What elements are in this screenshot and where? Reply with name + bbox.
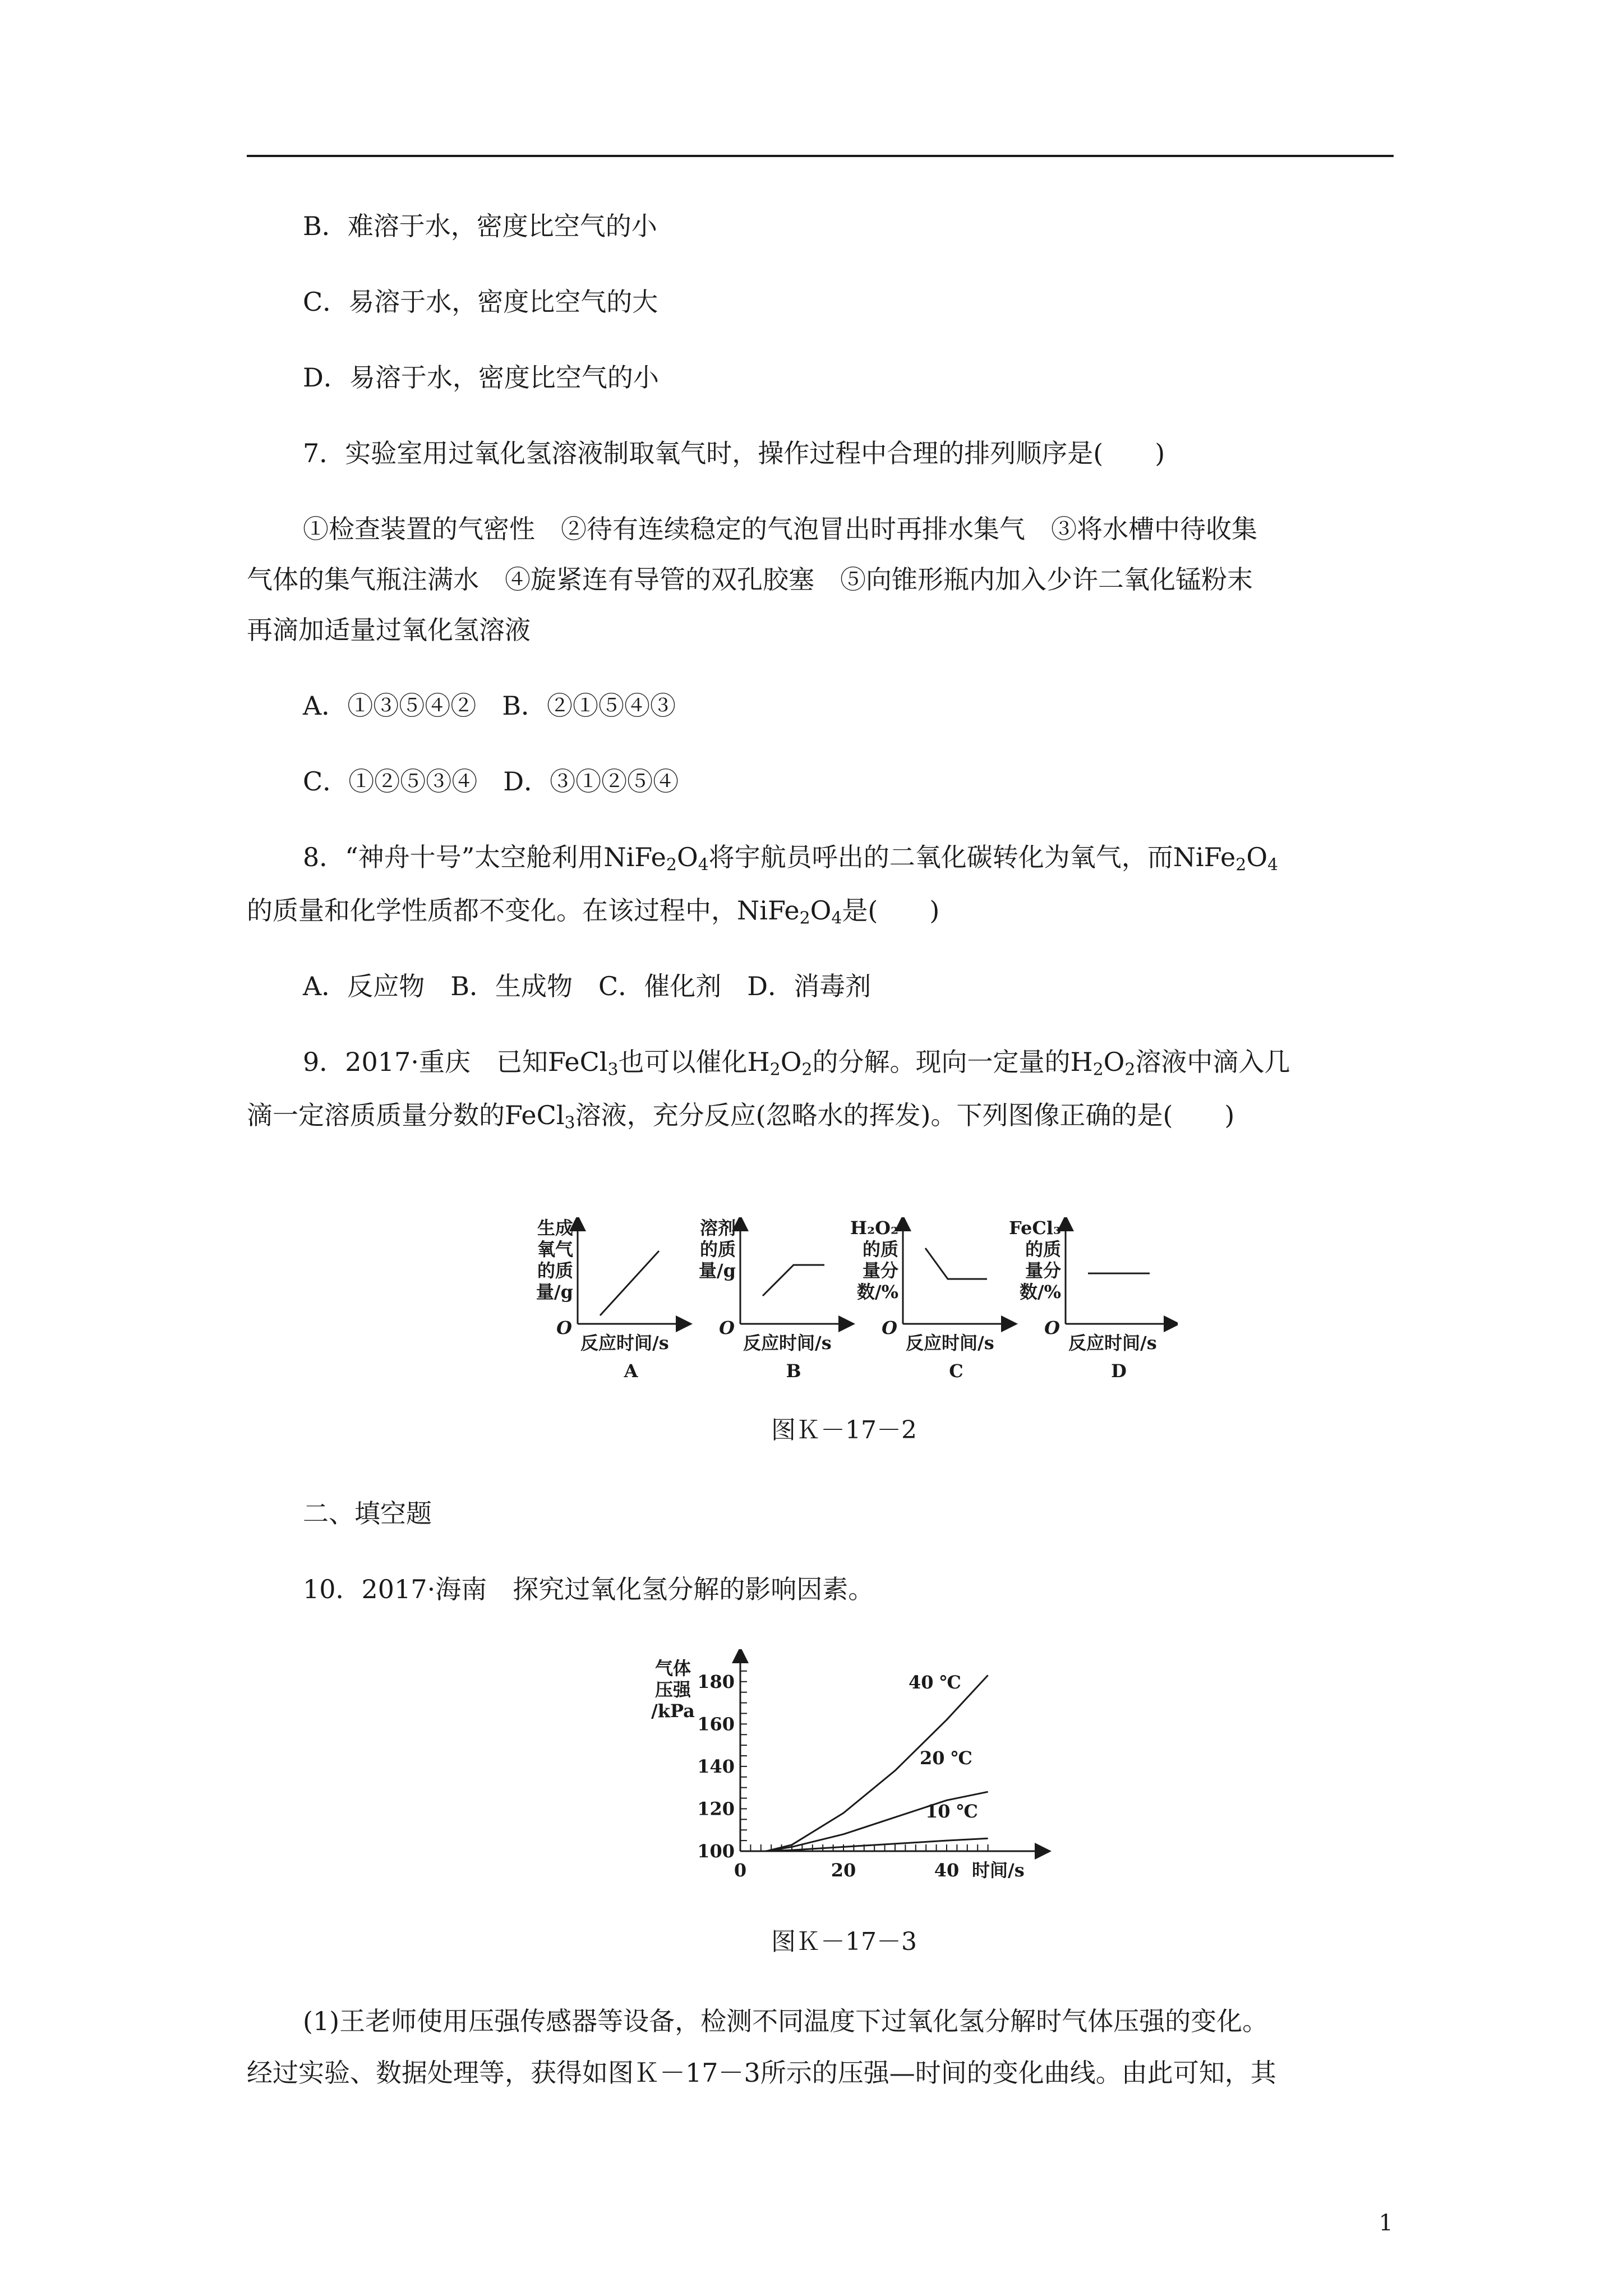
y-axis-label: 溶剂 <box>699 1217 736 1239</box>
q9-line2: 滴一定溶质质量分数的FeCl$_3$溶液，充分反应(忽略水的挥发)。下列图像正确的是( ) <box>247 1100 1235 1133</box>
x-axis-label: 反应时间/s <box>1068 1332 1157 1354</box>
curve <box>600 1251 659 1315</box>
page-number: 1 <box>1378 2210 1393 2236</box>
curve <box>763 1265 824 1296</box>
y-tick-label: 160 <box>697 1713 735 1735</box>
formula-h2o2: $H_2O_2$ <box>1070 1047 1136 1080</box>
y-axis-label: 氧气 <box>537 1239 573 1260</box>
y-axis-label: /kPa <box>651 1700 695 1722</box>
y-axis-label: 气体 <box>654 1658 691 1679</box>
figure-k17-2-caption: 图Ｋ－17－2 <box>771 1416 917 1444</box>
formula-nife2o4: $NiFe_2O_4$ <box>1173 842 1279 875</box>
y-axis-label: 的质 <box>862 1239 898 1260</box>
origin-label: O <box>719 1317 735 1338</box>
series-label: 40 ℃ <box>909 1672 962 1693</box>
q8-line1: 8．“神舟十号”太空舱利用$NiFe_2O_4$将宇航员呼出的二氧化碳转化为氧气，而$NiFe_2O_4$ <box>303 842 1279 875</box>
curve <box>925 1248 987 1279</box>
q7-steps-line3: 再滴加适量过氧化氢溶液 <box>247 615 531 645</box>
y-axis-label: 量/g <box>536 1281 573 1303</box>
q8-options: A．反应物 B．生成物 C．催化剂 D．消毒剂 <box>303 971 872 1001</box>
y-axis-label: 的质 <box>537 1260 573 1281</box>
origin-label: O <box>1044 1317 1060 1338</box>
formula-nife2o4: $NiFe_2O_4$ <box>737 895 842 928</box>
q7-options-cd: C．①②⑤③④ D．③①②⑤④ <box>303 766 679 797</box>
x-axis-label: 反应时间/s <box>580 1332 669 1354</box>
origin-label: O <box>882 1317 897 1338</box>
x-tick-label: 20 <box>831 1860 856 1881</box>
y-axis-label: 量分 <box>862 1260 898 1281</box>
series-label: 20 ℃ <box>920 1747 973 1769</box>
figure-k17-2 <box>516 1217 1178 1380</box>
series-label: 10 ℃ <box>925 1801 979 1822</box>
x-tick-label: 40 <box>934 1860 960 1881</box>
q7-stem: 7．实验室用过氧化氢溶液制取氧气时，操作过程中合理的排列顺序是( ) <box>303 438 1165 468</box>
graph-panel-b <box>699 1217 847 1380</box>
section-heading: 二、填空题 <box>303 1498 432 1529</box>
x-axis-label: 时间/s <box>972 1860 1025 1881</box>
formula-nife2o4: $NiFe_2O_4$ <box>603 842 709 875</box>
q10-stem: 10．2017·海南 探究过氧化氢分解的影响因素。 <box>303 1574 874 1604</box>
y-tick-label: 180 <box>697 1671 735 1692</box>
y-axis-label: H₂O₂ <box>850 1217 898 1239</box>
formula-fecl3: FeCl$_3$ <box>547 1047 619 1080</box>
graph-panel-a <box>536 1217 684 1380</box>
q7-options-ab: A．①③⑤④② B．②①⑤④③ <box>303 691 676 721</box>
y-axis-label: 生成 <box>537 1217 573 1239</box>
q9-line1: 9．2017·重庆 已知FeCl$_3$也可以催化$H_2O_2$的分解。现向一定量的$H_2O_2$溶液中滴入几 <box>303 1047 1290 1080</box>
origin-label: O <box>556 1317 572 1338</box>
y-tick-label: 120 <box>697 1798 735 1820</box>
formula-h2o2: $H_2O_2$ <box>747 1047 813 1080</box>
y-tick-label: 140 <box>697 1755 735 1777</box>
y-axis-label: 的质 <box>699 1239 736 1260</box>
y-axis-label: 量/g <box>698 1260 736 1281</box>
q8-line2: 的质量和化学性质都不变化。在该过程中，$NiFe_2O_4$是( ) <box>247 895 940 928</box>
x-axis-label: 反应时间/s <box>906 1332 994 1354</box>
y-axis-label: 数/% <box>1019 1281 1061 1303</box>
x-axis-label: 反应时间/s <box>743 1332 832 1354</box>
panel-letter: A <box>624 1360 638 1380</box>
formula-fecl3: FeCl$_3$ <box>505 1100 575 1133</box>
panel-letter: C <box>949 1360 963 1380</box>
panel-letter: D <box>1111 1360 1127 1380</box>
graph-panel-d <box>1009 1217 1172 1380</box>
y-axis-label: 压强 <box>654 1679 691 1700</box>
option-q6-d: D．易溶于水，密度比空气的小 <box>303 362 659 393</box>
q10-part1-line2: 经过实验、数据处理等，获得如图Ｋ－17－3所示的压强—时间的变化曲线。由此可知，其 <box>247 2058 1276 2088</box>
figure-k17-3-caption: 图Ｋ－17－3 <box>771 1927 917 1956</box>
pressure-time-chart <box>645 1649 1071 1896</box>
q7-steps-line2: 气体的集气瓶注满水 ④旋紧连有导管的双孔胶塞 ⑤向锥形瓶内加入少许二氧化锰粉末 <box>247 564 1253 595</box>
q7-steps-line1: ①检查装置的气密性 ②待有连续稳定的气泡冒出时再排水集气 ③将水槽中待收集 <box>303 514 1257 544</box>
q10-part1-line1: (1)王老师使用压强传感器等设备，检测不同温度下过氧化氢分解时气体压强的变化。 <box>303 2006 1269 2036</box>
y-axis-label: 的质 <box>1025 1239 1061 1260</box>
panel-letter: B <box>786 1360 801 1380</box>
option-q6-b: B．难溶于水，密度比空气的小 <box>303 211 657 241</box>
y-axis-label: 数/% <box>856 1281 898 1303</box>
y-axis-label: 量分 <box>1025 1260 1061 1281</box>
option-q6-c: C．易溶于水，密度比空气的大 <box>303 287 658 317</box>
x-tick-label: 0 <box>734 1860 747 1881</box>
graph-panel-c <box>850 1217 1009 1380</box>
y-axis-label: FeCl₃ <box>1009 1217 1061 1239</box>
header-rule <box>247 155 1394 157</box>
y-tick-label: 100 <box>697 1841 735 1862</box>
